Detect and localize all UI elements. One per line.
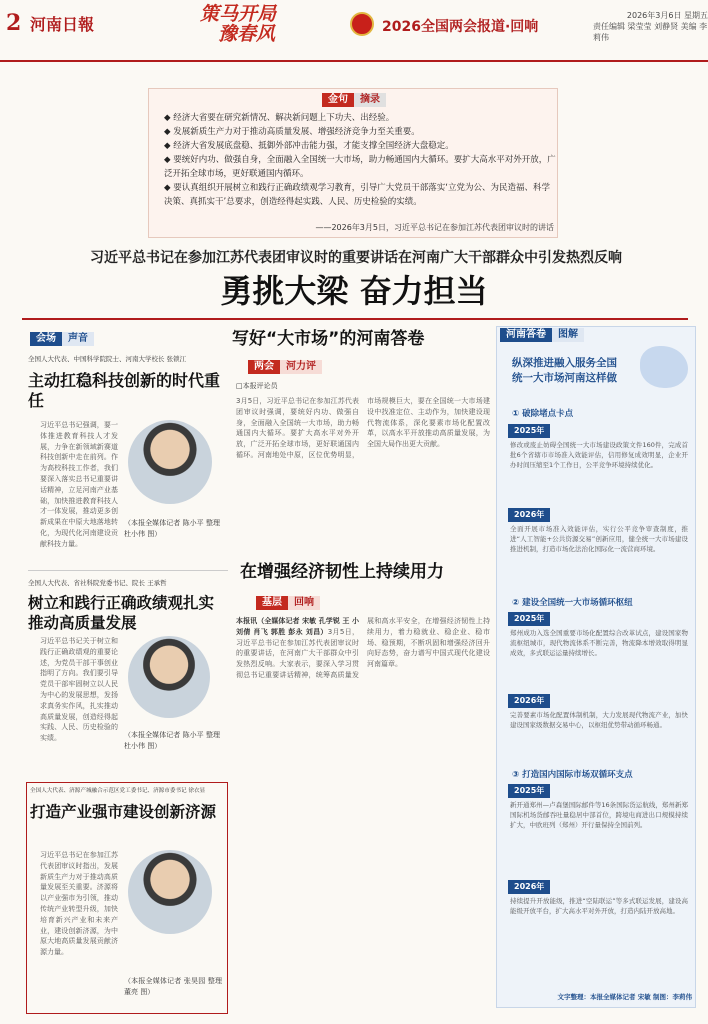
year-label: 2026年 — [508, 694, 550, 708]
mid-tag-2 — [256, 596, 320, 610]
portrait-photo — [128, 420, 212, 504]
section-title: 2026全国两会报道·回响 — [382, 19, 539, 35]
quote-item: ◆ 经济大省要在研究新情况、解决新问题上下功夫、出经验。 — [164, 113, 395, 123]
page-number: 2 — [6, 10, 22, 36]
article-1 — [28, 354, 228, 411]
emblem-icon — [350, 12, 374, 36]
mid-body-1: 3月5日，习近平总书记在参加江苏代表团审议时强调，要统好内功、做强自身，全面融入全国统一大市场，助力畅通国内大循环。要扩大高水平对外开放，广泛开拓全球市场，更好联通国内循环。河南地处中原，区位优势明显，市场规模巨大，要在全国统一大市场建设中找准定位、主动作为，加快建设现代物流体系，深化要素市场化配置改革，以高水平开放推动高质量发展，为全国大局作出更大贡献。 — [236, 397, 490, 459]
newspaper-logo: 河南日報 — [30, 15, 95, 34]
year-label: 2026年 — [508, 880, 550, 894]
left-tag-label: 会场 — [30, 332, 62, 346]
graphic-credit: 文字整理：本报全媒体记者 宋敏 制图：李莉伟 — [557, 993, 692, 1001]
issue-date: 2026年3月6日 星期五 责任编辑 梁莹莹 刘静贤 美编 李莉伟 — [593, 11, 708, 42]
quote-tag-sub: 摘录 — [354, 93, 386, 107]
right-text: 新开通郑州—卢森堡国际邮件等16条国际货运航线，郑州新郑国际机场货邮吞吐量稳居中部首位，跨境电商进出口规模持续扩大，中欧班列（郑州）开行量保持全国前列。 — [510, 801, 688, 829]
quote-item: ◆ 经济大省发展底盘稳、抵御外部冲击能力强，才能支撑全国经济大盘稳定。 — [164, 141, 454, 151]
article-title: 树立和践行正确政绩观扎实推动高质量发展 — [28, 594, 215, 632]
right-sec: ② 建设全国统一大市场循环枢纽 — [512, 598, 633, 608]
divider — [22, 318, 688, 320]
article-caption: （本报全媒体记者 张昊园 整理 董亮 图） — [124, 977, 222, 996]
mid-tag-sub: 河力评 — [280, 360, 322, 374]
right-text: 郑州成功入选全国重要市场化配置综合改革试点，建设国家物流枢纽城市，现代物流体系不断完善，物流降本增效取得明显成效，多式联运运量持续增长。 — [510, 629, 688, 657]
article-caption: （本报全媒体记者 陈小平 整理 杜小伟 图） — [124, 519, 220, 538]
mid-tag-1 — [248, 360, 322, 374]
article-byline: 全国人大代表、济源产城融合示范区党工委书记、济源市委书记 徐衣显 — [30, 788, 206, 794]
year-label: 2026年 — [508, 508, 550, 522]
right-sec: ① 破除堵点卡点 — [512, 409, 574, 419]
quote-item: ◆ 要认真组织开展树立和践行正确政绩观学习教育，引导广大党员干部落实‘立党为公、为民造福、科学决策、真抓实干’总要求，创造经得起实践、人民、历史检验的实绩。 — [164, 183, 550, 207]
article-body: 习近平总书记强调，要一体推进教育科技人才发展，力争在新领域新赛道科技创新中走在前列。作为高校科技工作者，我们要深入落实总书记重要讲话精神，立足河南产业基础，加快推进教育科技人才一体发展，推动更多创新成果在中原大地落地转化，为现代化河南建设贡献科技力量。 — [40, 421, 118, 548]
right-text: 全面开展市场准入效能评估，实行公平竞争审查制度，推进“人工智能+公共资源交易”创新应用，健全统一大市场建设推进机制，打造市场化法治化国际化一流营商环境。 — [510, 525, 688, 553]
mid-tag-label: 基层 — [256, 596, 288, 610]
right-text: 持续提升开放能级，推进“空陆联运”等多式联运发展，建设高能级开放平台，扩大高水平对外开放，打造内陆开放高地。 — [510, 897, 688, 915]
right-tag-sub: 图解 — [552, 328, 584, 342]
right-title: 纵深推进融入服务全国统一大市场河南这样做 — [512, 357, 617, 384]
right-tag — [500, 328, 584, 342]
mid-author-2: 本报讯（全媒体记者 宋敏 孔学锐 王 小 刘倩 肖飞 郭胜 彭永 刘昌） — [236, 617, 359, 636]
portrait-photo — [128, 850, 212, 934]
mid-body-2-text: 3月5日，习近平总书记在参加江苏代表团审议时的重要讲话，在河南广大干部群众中引发热烈反响。大家表示，要深入学习贯彻总书记重要讲话精神，统筹高质量发展和高水平安全，在增强经济韧性上持续用力，着力稳就业、稳企业、稳市场、稳预期，不断巩固和增强经济回升向好态势，奋力谱写中国式现代化建设河南篇章。 — [236, 617, 490, 679]
article-caption: （本报全媒体记者 陈小平 整理 杜小伟 图） — [124, 731, 220, 750]
portrait-photo — [128, 636, 210, 718]
quote-item: ◆ 要统好内功、做强自身，全面融入全国统一大市场，助力畅通国内大循环。要扩大高水平对外开放，广泛开拓全球市场，更好联通国内循环。 — [164, 155, 556, 179]
mid-body-2 — [236, 616, 490, 1016]
mid-tag-label: 两会 — [248, 360, 280, 374]
quote-item: ◆ 发展新质生产力对于推动高质量发展、增强经济竞争力至关重要。 — [164, 127, 420, 137]
divider — [28, 570, 228, 571]
left-tag-sub: 声音 — [62, 332, 94, 346]
quote-source: ——2026年3月5日，习近平总书记在参加江苏代表团审议时的讲话 — [315, 223, 554, 232]
mid-author-1: □本报评论员 — [236, 382, 278, 390]
right-text: 修改或废止妨碍全国统一大市场建设政策文件160件，完成首批6个省辖市市场准入效能评估，信用修复成效明显，企业开办时间压缩至1个工作日，公平竞争环境持续优化。 — [510, 441, 688, 469]
article-title: 打造产业强市建设创新济源 — [30, 803, 217, 821]
campaign-logo: 策马开局 豫春风 — [200, 3, 277, 45]
year-label: 2025年 — [508, 424, 550, 438]
article-2 — [28, 578, 228, 633]
quote-tag — [322, 93, 386, 107]
map-graphic — [640, 346, 688, 388]
mid-title-1: 写好“大市场”的河南答卷 — [232, 329, 425, 349]
year-label: 2025年 — [508, 612, 550, 626]
right-text: 完善要素市场化配置体制机制，大力发展现代物流产业，加快建设国家级数据交易中心，以枢纽优势带动循环畅通。 — [510, 711, 688, 729]
left-tag — [30, 332, 94, 346]
mid-title-2: 在增强经济韧性上持续用力 — [240, 562, 444, 582]
article-body: 习近平总书记在参加江苏代表团审议时指出，发展新质生产力对于推动高质量发展至关重要。济源将以产业强市为引领，推动传统产业转型升级，加快培育新兴产业和未来产业，建设创新济源，为中原大地高质量发展贡献济源力量。 — [40, 851, 118, 957]
article-body: 习近平总书记关于树立和践行正确政绩观的重要论述，为党员干部干事创业指明了方向。我们要引导党员干部牢固树立以人民为中心的发展思想，发扬求真务实作风，扎实推动高质量发展，创造经得起实践、人民、历史检验的实绩。 — [40, 637, 118, 743]
headline-kicker: 习近平总书记在参加江苏代表团审议时的重要讲话在河南广大干部群众中引发热烈反响 — [90, 250, 622, 266]
article-3 — [30, 786, 226, 822]
quote-tag-label: 金句 — [322, 93, 354, 107]
year-label: 2025年 — [508, 784, 550, 798]
article-byline: 全国人大代表、省社科院党委书记、院长 王承哲 — [28, 579, 167, 587]
right-tag-label: 河南答卷 — [500, 328, 552, 342]
headline-title: 勇挑大梁 奋力担当 — [220, 272, 488, 310]
article-title: 主动扛稳科技创新的时代重任 — [28, 371, 221, 410]
article-byline: 全国人大代表、中国科学院院士、河南大学校长 张锁江 — [28, 355, 187, 363]
mid-tag-sub: 回响 — [288, 596, 320, 610]
right-sec: ③ 打造国内国际市场双循环支点 — [512, 770, 633, 780]
